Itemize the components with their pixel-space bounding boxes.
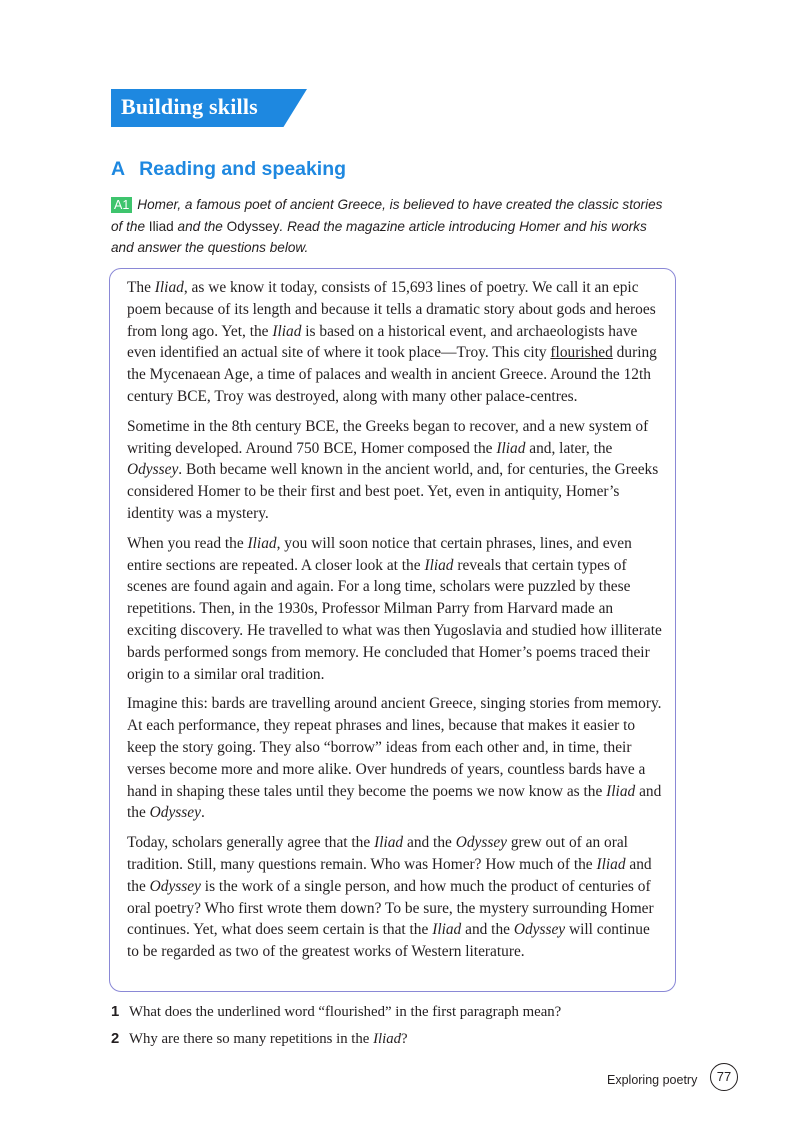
- intro-title-iliad: Iliad: [148, 218, 174, 234]
- question-title-iliad: Iliad: [373, 1031, 402, 1047]
- intro-text: Homer, a famous poet of ancient Greece, is believed to have created the classic stories of the: [111, 197, 663, 234]
- question-number: 1: [111, 1004, 120, 1020]
- article-paragraph-2: Sometime in the 8th century BCE, the Greeks began to recover, and a new system of writing developed. Around 750 BCE, Homer composed the Iliad and, later, the Odyssey. Both became well known in the ancient world, and, for centuries, the Greeks considered Homer to be their first and best poet. Yet, even in antiquity, Homer’s identity was a mystery.: [127, 417, 659, 522]
- article-paragraph-5: Today, scholars generally agree that the Iliad and the Odyssey grew out of an oral tradition. Still, many questions remain. Who was Homer? How much of the Iliad and the Odyssey is the work of a single person, and how much the product of centuries of oral poetry? Who first wrote them down? To be sure, the mystery surrounding Homer continues. Yet, what does seem certain is that the Iliad and the Odyssey will continue to be regarded as two of the greatest works of Western literature.: [127, 834, 654, 961]
- intro-text: . Read the magazine article introducing Homer and his works and answer the questions below.: [111, 218, 647, 255]
- question-number: 2: [111, 1031, 120, 1047]
- article-text: [127, 277, 665, 971]
- activity-instructions: [111, 194, 671, 259]
- activity-label: A1: [111, 197, 132, 213]
- question-1: [111, 1004, 561, 1021]
- article-paragraph-3: When you read the Iliad, you will soon notice that certain phrases, lines, and even entire sections are repeated. A closer look at the Iliad reveals that certain types of scenes are found again and again. For a long time, scholars were puzzled by these repetitions. Then, in the 1930s, Professor Milman Parry from Harvard made an exciting discovery. He travelled to what was then Yugoslavia and studied how illiterate bards performed songs from memory. He concluded that Homer’s poems traced their origin to a similar oral tradition.: [127, 534, 662, 683]
- section-heading: [111, 158, 346, 181]
- question-text: What does the underlined word “flourished” in the first paragraph mean?: [129, 1004, 562, 1020]
- banner-title: Building skills: [121, 94, 258, 119]
- intro-title-odyssey: Odyssey: [226, 218, 280, 234]
- section-letter: A: [111, 158, 126, 180]
- article-paragraph-4: Imagine this: bards are travelling around ancient Greece, singing stories from memory. At each performance, they repeat phrases and lines, because that makes it easier to keep the story going. They also “borrow” ideas from each other and, in time, their verses become more and more alike. Over hundreds of years, countless bards have a hand in shaping these tales until they become the poems we now know as the Iliad and the Odyssey.: [127, 695, 662, 822]
- intro-text: and the: [173, 218, 227, 234]
- article-paragraph-1: The Iliad, as we know it today, consists of 15,693 lines of poetry. We call it an epic poem because of its length and because it tells a dramatic story about gods and heroes from long ago. Yet, the Iliad is based on a historical event, and archaeologists have even identified an actual site of where it took place—Troy. This city flourished during the Mycenaean Age, a time of palaces and wealth in ancient Greece. Around the 12th century BCE, Troy was destroyed, along with many other palace-centres.: [127, 279, 657, 405]
- footer-chapter-title: Exploring poetry: [607, 1073, 698, 1087]
- question-text: Why are there so many repetitions in the: [129, 1031, 374, 1047]
- underlined-word: flourished: [550, 344, 613, 362]
- section-title: Reading and speaking: [139, 158, 347, 180]
- question-2: 2 Why are there so many repetitions in the Iliad?: [111, 1031, 408, 1047]
- page-number: 77: [710, 1063, 738, 1091]
